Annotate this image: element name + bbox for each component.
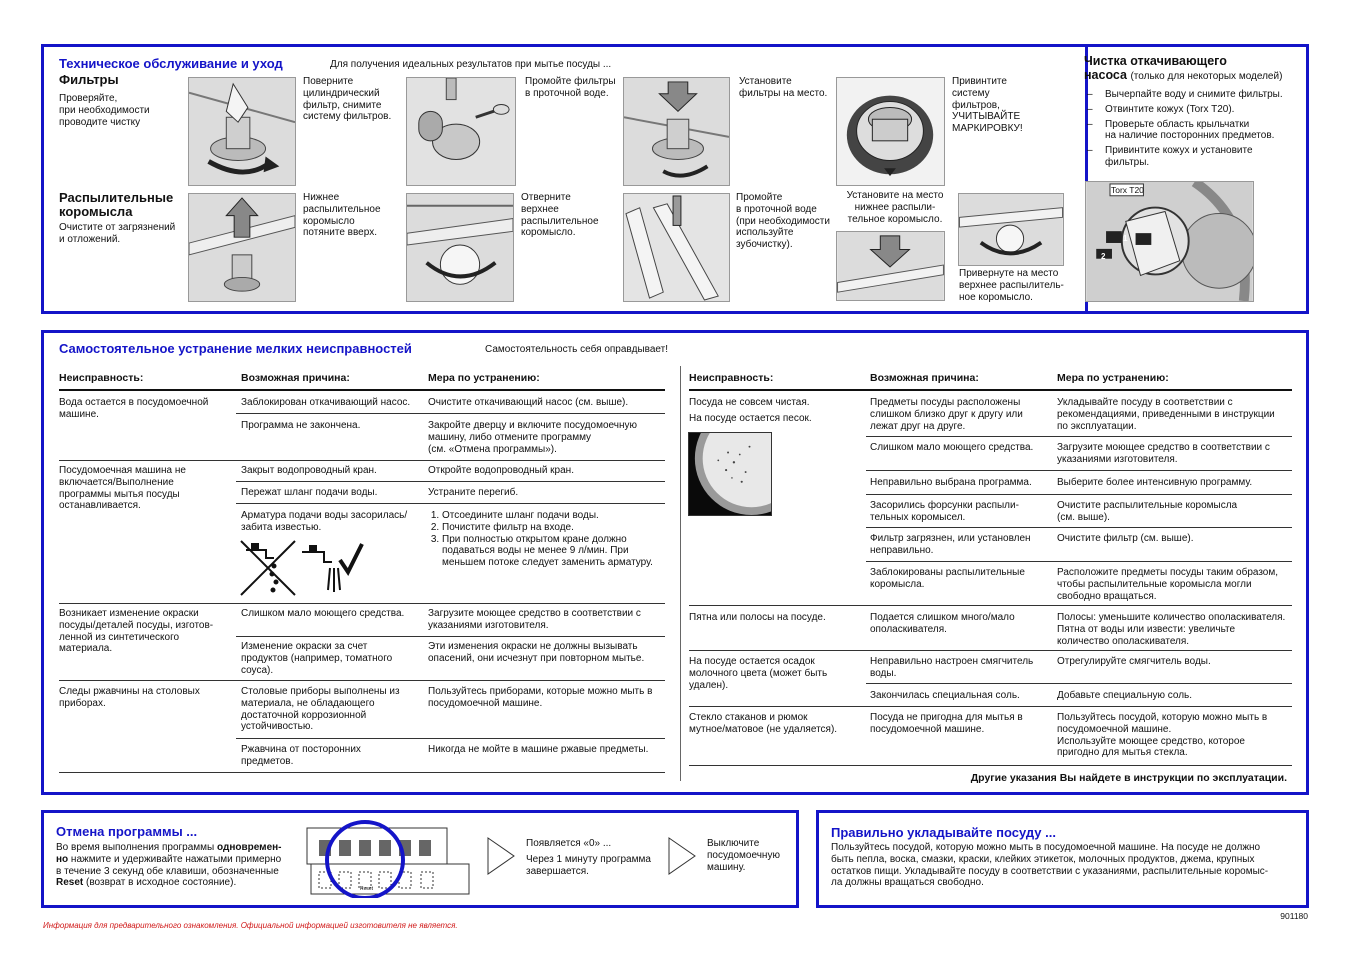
row-divider xyxy=(59,460,665,461)
table-row-cause: Неправильно выбрана программа. xyxy=(870,477,1032,488)
arm-step4-text: Установите на место нижнее распыли- тельное коромысло. xyxy=(846,190,944,225)
table-row-cause: Предметы посуды расположены слишком близко друг к другу или лежат друг на друге. xyxy=(870,397,1023,432)
table-row-fix: Загрузите моющее средство в соответствии с указаниями изготовителя. xyxy=(428,608,641,631)
filter-step4-image xyxy=(836,77,945,186)
row-divider xyxy=(866,436,1292,437)
row-divider xyxy=(236,738,665,739)
running-faucet-icon xyxy=(302,546,340,592)
table-row-cause: Закрыт водопроводный кран. xyxy=(241,465,377,476)
table-row-cause: Изменение окраски за счет продуктов (например, томатного соуса). xyxy=(241,641,393,676)
cancel-title: Отмена программы ... xyxy=(56,824,198,839)
arm-step4-image xyxy=(836,231,945,301)
row-divider xyxy=(59,772,665,773)
table-row-fault: На посуде остается песок. xyxy=(689,413,812,424)
row-divider xyxy=(59,603,665,604)
table-row-cause: Закончилась специальная соль. xyxy=(870,690,1020,701)
pump-number-2: 2 xyxy=(1101,252,1106,261)
left-col-fault-header: Неисправность: xyxy=(59,372,144,384)
right-header-rule xyxy=(689,389,1292,391)
cancel-step1: Появляется «0» ... xyxy=(526,838,612,849)
right-col-cause-header: Возможная причина: xyxy=(870,372,979,384)
arms-text: Очистите от загрязнений и отложений. xyxy=(59,222,176,245)
row-divider xyxy=(59,680,665,681)
filters-text: Проверяйте, при необходимости проводите чистку xyxy=(59,93,150,128)
table-row-fault: На посуде остается осадок молочного цвета (может быть удален). xyxy=(689,656,828,691)
document-number: 901180 xyxy=(1280,911,1308,921)
table-row-fault: Следы ржавчины на столовых приборах. xyxy=(59,686,200,709)
arm-step2-text: Отверните верхнее распылительное коромысло. xyxy=(521,192,599,239)
left-col-cause-header: Возможная причина: xyxy=(241,372,350,384)
filter-step2-text: Промойте фильтры в проточной воде. xyxy=(525,76,616,99)
row-divider xyxy=(689,765,1292,766)
filter-step2-image xyxy=(406,77,516,186)
list-item: 3. При полностью открытом кране должно подаваться воды не менее 9 л/мин. При меньшем потоке следует заменить арматуру. xyxy=(442,534,668,569)
table-row-cause: Засорились форсунки распыли- тельных коромысел. xyxy=(870,500,1019,523)
table-row-fix: Эти изменения окраски не должны вызывать опасений, они исчезнут при повторном мытье. xyxy=(428,641,645,664)
table-row-cause: Пережат шланг подачи воды. xyxy=(241,487,378,498)
arms-heading: Распылительные коромысла xyxy=(59,190,174,219)
pump-step: – Проверьте область крыльчатки на наличие посторонних предметов. xyxy=(1087,118,1275,142)
list-item: 1. Отсоедините шланг подачи воды. xyxy=(442,510,668,522)
table-row-cause: Слишком мало моющего средства. xyxy=(870,442,1034,453)
table-row-cause: Арматура подачи воды засорилась/ забита известью. xyxy=(241,510,408,533)
reset-key-label: Reset xyxy=(360,886,374,892)
row-divider xyxy=(689,706,1292,707)
arm-step3-image xyxy=(623,193,730,302)
pump-image xyxy=(1085,181,1254,302)
cancel-step2: Через 1 минуту программа завершается. xyxy=(526,854,651,877)
faucet-fix-list xyxy=(428,510,668,569)
cancel-step3: Выключите посудомоечную машину. xyxy=(707,838,780,873)
row-divider xyxy=(236,636,665,637)
pump-step: – Отвинтите кожух (Torx T20). xyxy=(1087,103,1235,115)
arm-step2-image xyxy=(406,193,514,302)
filter-step3-image xyxy=(623,77,730,186)
clogged-faucet-icon xyxy=(241,541,295,595)
maintenance-subtitle: Для получения идеальных результатов при мытье посуды ... xyxy=(330,59,612,70)
list-item: 2. Почистите фильтр на входе. xyxy=(442,522,668,534)
row-divider xyxy=(236,413,665,414)
table-row-fix: Укладывайте посуду в соответствии с рекомендациями, приведенными в инструкции по эксплуатации. xyxy=(1057,397,1275,432)
row-divider xyxy=(866,683,1292,684)
table-row-fix: Очистите откачивающий насос (см. выше). xyxy=(428,397,629,408)
table-row-cause: Неправильно настроен смягчитель воды. xyxy=(870,656,1034,679)
torx-label: Torx T20 xyxy=(1111,185,1144,195)
table-row-cause: Заблокированы распылительные коромысла. xyxy=(870,567,1025,590)
troubleshooting-footer: Другие указания Вы найдете в инструкции по эксплуатации. xyxy=(970,772,1287,784)
arm-step5-text: Привернуте на место верхнее распылитель- ное коромысло. xyxy=(959,268,1064,303)
loading-title: Правильно укладывайте посуду ... xyxy=(831,825,1056,840)
left-col-fix-header: Мера по устранению: xyxy=(428,372,540,384)
table-row-fix: Пользуйтесь приборами, которые можно мыть в посудомоечной машине. xyxy=(428,686,653,709)
table-row-cause: Заблокирован откачивающий насос. xyxy=(241,397,411,408)
left-header-rule xyxy=(59,389,665,391)
row-divider xyxy=(866,470,1292,471)
maintenance-title: Техническое обслуживание и уход xyxy=(59,56,283,71)
table-row-fix: Устраните перегиб. xyxy=(428,487,519,498)
arrow-right-icon xyxy=(486,836,516,880)
table-row-fix: Никогда не мойте в машине ржавые предметы. xyxy=(428,744,649,755)
row-divider xyxy=(866,527,1292,528)
table-row-fault: Стекло стаканов и рюмок мутное/матовое (не удаляется). xyxy=(689,712,838,735)
table-row-fix: Полосы: уменьшите количество ополаскивателя. Пятна от воды или извести: увеличьте количество ополаскивателя. xyxy=(1057,612,1286,647)
control-panel-illustration xyxy=(305,818,470,898)
troubleshooting-subtitle: Самостоятельность себя оправдывает! xyxy=(485,344,668,355)
arm-step1-image xyxy=(188,193,296,302)
pump-step: – Привинтите кожух и установите фильтры. xyxy=(1087,145,1253,168)
table-row-fault: Посуда не совсем чистая. xyxy=(689,397,810,408)
filter-step4-text: Привинтите систему фильтров, УЧИТЫВАЙТЕ МАРКИРОВКУ! xyxy=(952,76,1023,135)
row-divider xyxy=(236,481,665,482)
table-row-fault: Посудомоечная машина не включается/Выполнение программы мытья посуды останавливается. xyxy=(59,465,186,512)
arrow-right-icon xyxy=(667,836,697,880)
table-row-fix: Закройте дверцу и включите посудомоечную машину, либо отмените программу (см. «Отмена программы»). xyxy=(428,420,637,455)
row-divider xyxy=(689,650,1292,651)
row-divider xyxy=(866,494,1292,495)
check-mark-icon xyxy=(340,544,362,572)
pump-step: – Вычерпайте воду и снимите фильтры. xyxy=(1087,89,1283,100)
column-separator xyxy=(680,366,681,781)
table-row-cause: Фильтр загрязнен, или установлен неправильно. xyxy=(870,533,1031,556)
table-row-fault: Вода остается в посудомоечной машине. xyxy=(59,397,209,420)
loading-text: Пользуйтесь посудой, которую можно мыть в посудомоечной машине. На посуде не должно быть пепла, воска, смазки, краски, клейких этикеток, молочных продуктов, джема, крупных остатков пищи. Укладывайте посуду в соответствии с указаниями, распылительные коромыс- ла должны вращаться свободно. xyxy=(831,842,1269,889)
faucet-illustration xyxy=(240,540,364,596)
table-row-fix: Очистите фильтр (см. выше). xyxy=(1057,533,1194,544)
table-row-fix: Расположите предметы посуды таким образом, чтобы распылительные коромысла могли свободно вращаться. xyxy=(1057,567,1279,602)
row-divider xyxy=(236,503,665,504)
pump-steps-list xyxy=(1087,89,1302,169)
sandy-plate-image xyxy=(688,432,772,516)
table-row-cause: Слишком мало моющего средства. xyxy=(241,608,405,619)
pump-number-1: 1 xyxy=(1123,234,1128,243)
cancel-text: Во время выполнения программы одновремен- но нажмите и удерживайте нажатыми примерно в течение 3 секунд обе клавиши, обозначенные Reset (возврат в исходное состояние). xyxy=(56,842,282,889)
table-row-fix: Откройте водопроводный кран. xyxy=(428,465,574,476)
table-row-fix: Выберите более интенсивную программу. xyxy=(1057,477,1253,488)
arm-step1-text: Нижнее распылительное коромысло потяните вверх. xyxy=(303,192,381,239)
pump-title: Чистка откачивающего насоса (только для некоторых моделей) xyxy=(1084,54,1283,83)
right-col-fix-header: Мера по устранению: xyxy=(1057,372,1169,384)
filter-step1-image xyxy=(188,77,296,186)
row-divider xyxy=(689,605,1292,606)
filters-heading: Фильтры xyxy=(59,72,119,87)
troubleshooting-title: Самостоятельное устранение мелких неисправностей xyxy=(59,341,412,356)
row-divider xyxy=(866,561,1292,562)
arm-step3-text: Промойте в проточной воде (при необходимости используйте зубочистку). xyxy=(736,192,830,251)
right-col-fault-header: Неисправность: xyxy=(689,372,774,384)
table-row-cause: Программа не закончена. xyxy=(241,420,361,431)
table-row-cause: Посуда не пригодна для мытья в посудомоечной машине. xyxy=(870,712,1023,735)
table-row-fix: Отрегулируйте смягчитель воды. xyxy=(1057,656,1211,667)
disclaimer: Информация для предварительного ознакомления. Официальной информацией изготовителя не является. xyxy=(43,921,458,930)
filter-step1-text: Поверните цилиндрический фильтр, снимите систему фильтров. xyxy=(303,76,392,123)
table-row-cause: Столовые приборы выполнены из материала, не обладающего достаточной коррозионной устойчивостью. xyxy=(241,686,400,733)
table-row-cause: Ржавчина от посторонних предметов. xyxy=(241,744,361,767)
table-row-fix: Загрузите моющее средство в соответствии с указаниями изготовителя. xyxy=(1057,442,1270,465)
arm-step5-image xyxy=(958,193,1064,266)
table-row-fix: Пользуйтесь посудой, которую можно мыть в посудомоечной машине. Используйте моющее средство, которое пригодно для мытья стекла. xyxy=(1057,712,1268,759)
table-row-fix: Добавьте специальную соль. xyxy=(1057,690,1193,701)
table-row-fault: Пятна или полосы на посуде. xyxy=(689,612,826,623)
table-row-cause: Подается слишком много/мало ополаскивателя. xyxy=(870,612,1015,635)
filter-step3-text: Установите фильтры на место. xyxy=(739,76,828,99)
table-row-fault: Возникает изменение окраски посуды/деталей посуды, изготов- ленной из синтетического материала. xyxy=(59,608,214,655)
table-row-fix: Очистите распылительные коромысла (см. выше). xyxy=(1057,500,1238,523)
